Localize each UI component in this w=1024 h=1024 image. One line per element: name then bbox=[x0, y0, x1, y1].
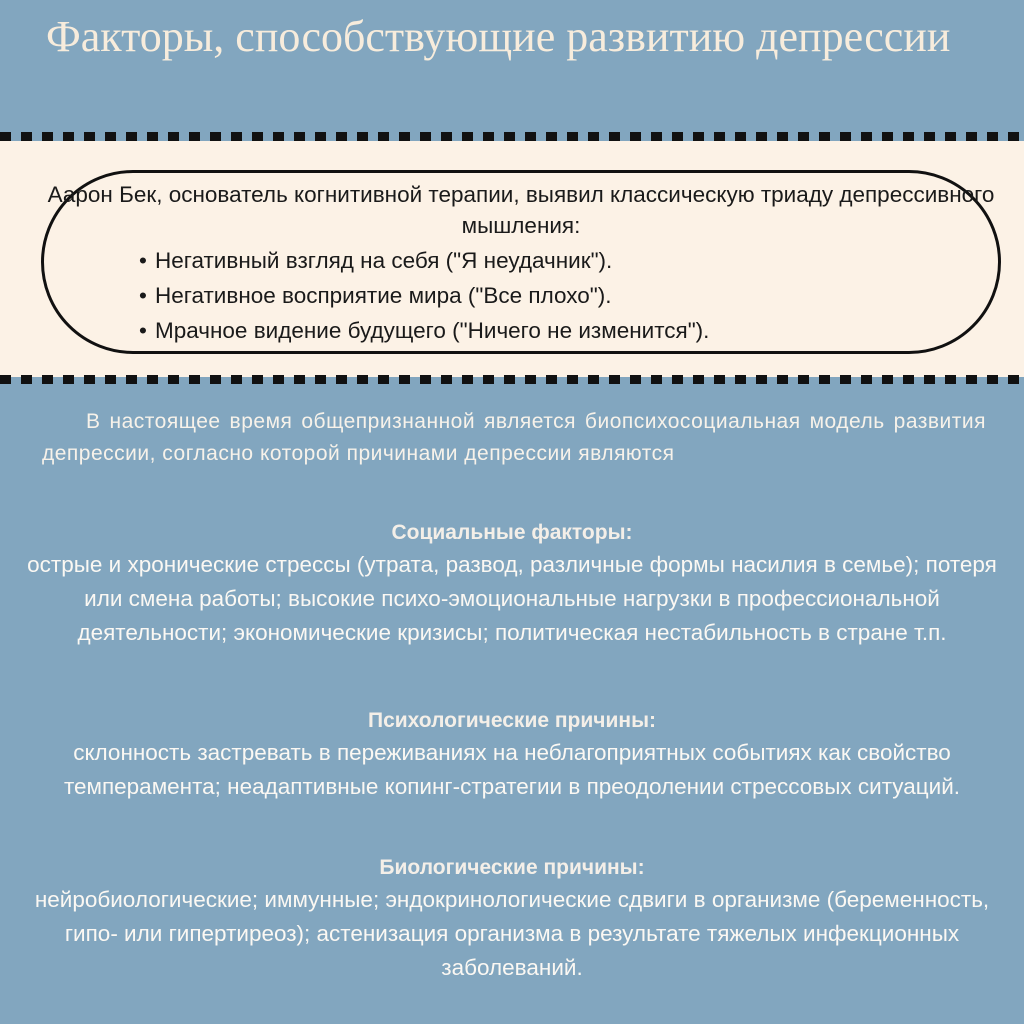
page-title: Факторы, способствующие развитию депрессии bbox=[46, 12, 951, 61]
section-text: склонность застревать в переживаниях на неблагоприятных событиях как свойство темперамента; неадаптивные копинг-стратегии в преодолении стрессовых ситуаций. bbox=[63, 740, 961, 799]
section-heading: Социальные факторы: bbox=[391, 521, 633, 544]
model-intro-paragraph: В настоящее время общепризнанной является биопсихосоциальная модель развития депрессии, согласно которой причинами депрессии являются bbox=[42, 410, 986, 465]
dotted-divider-top bbox=[0, 132, 1024, 141]
section-social-factors bbox=[16, 518, 1008, 650]
beck-triad-item: • Негативное восприятие мира ("Все плохо"). bbox=[139, 278, 998, 313]
section-biological-causes bbox=[16, 853, 1008, 985]
section-heading: Биологические причины: bbox=[379, 856, 645, 879]
section-heading: Психологические причины: bbox=[367, 709, 657, 732]
beck-triad-item: • Негативный взгляд на себя ("Я неудачник"). bbox=[139, 243, 998, 278]
dotted-divider-bottom bbox=[0, 375, 1024, 384]
beck-triad-intro: Аарон Бек, основатель когнитивной терапии, выявил классическую триаду депрессивного мышления: bbox=[47, 182, 995, 238]
section-psychological-causes bbox=[16, 706, 1008, 804]
beck-triad-box bbox=[41, 170, 1001, 354]
beck-triad-item: • Мрачное видение будущего ("Ничего не изменится"). bbox=[139, 313, 998, 348]
beck-triad-list bbox=[44, 243, 998, 348]
section-text: острые и хронические стрессы (утрата, развод, различные формы насилия в семье); потеря или смена работы; высокие психо-эмоциональные нагрузки в профессиональной деятельности; экономические кризисы; политическая нестабильность в стране т.п. bbox=[27, 552, 997, 645]
section-text: нейробиологические; иммунные; эндокринологические сдвиги в организме (беременность, гипо- или гипертиреоз); астенизация организма в результате тяжелых инфекционных заболеваний. bbox=[34, 887, 990, 980]
